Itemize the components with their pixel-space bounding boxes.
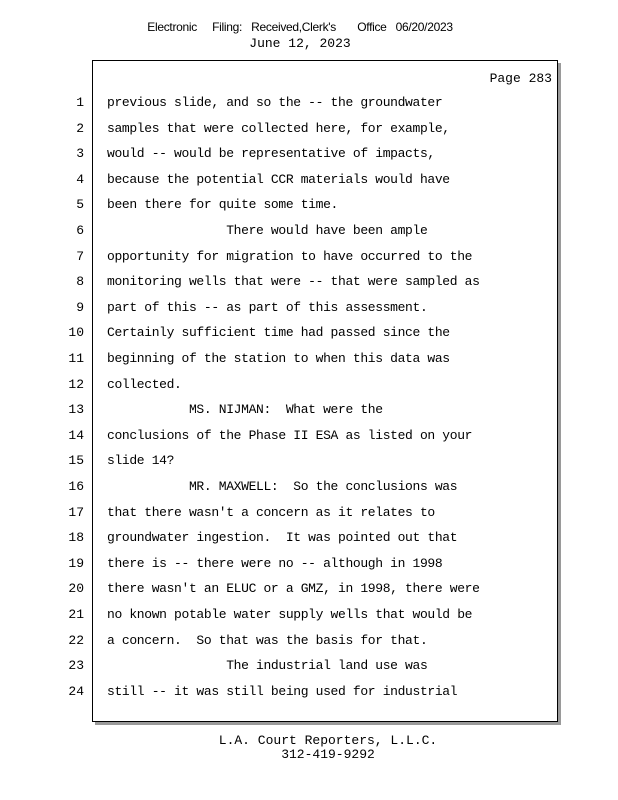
transcript-line-text: monitoring wells that were -- that were sampled as (107, 274, 480, 289)
transcript-line-text: There would have been ample (107, 223, 428, 238)
transcript-line-text: samples that were collected here, for example, (107, 121, 450, 136)
transcript-line-text: groundwater ingestion. It was pointed out that (107, 530, 458, 545)
line-number: 5 (76, 197, 84, 212)
transcript-line-text: that there wasn't a concern as it relates to (107, 505, 435, 520)
line-number: 15 (68, 453, 84, 468)
line-number: 4 (76, 172, 84, 187)
transcript-line-text: conclusions of the Phase II ESA as listed on your (107, 428, 473, 443)
line-number: 13 (68, 402, 84, 417)
line-number: 23 (68, 658, 84, 673)
transcript-date: June 12, 2023 (249, 36, 351, 51)
transcript-line-text: because the potential CCR materials would have (107, 172, 450, 187)
filing-stamp: Electronic Filing: Received,Clerk's Office 06/20/2023 (147, 20, 453, 34)
transcript-line-text: previous slide, and so the -- the groundwater (107, 95, 443, 110)
line-number: 14 (68, 428, 84, 443)
reporter-company: L.A. Court Reporters, L.L.C. (218, 733, 438, 748)
reporter-phone: 312-419-9292 (281, 747, 375, 762)
transcript-line-text: slide 14? (107, 453, 175, 468)
transcript-line-text: a concern. So that was the basis for that. (107, 633, 428, 648)
line-number: 22 (68, 633, 84, 648)
transcript-line-text: been there for quite some time. (107, 197, 338, 212)
line-number: 18 (68, 530, 84, 545)
transcript-line-text: Certainly sufficient time had passed since the (107, 325, 450, 340)
line-number: 12 (68, 377, 84, 392)
line-number: 10 (68, 325, 84, 340)
line-number: 2 (76, 121, 84, 136)
line-number: 16 (68, 479, 84, 494)
line-number: 20 (68, 581, 84, 596)
line-number: 6 (76, 223, 84, 238)
transcript-line-text: would -- would be representative of impacts, (107, 146, 435, 161)
line-number: 21 (68, 607, 84, 622)
line-number: 3 (76, 146, 84, 161)
transcript-line-text: opportunity for migration to have occurred to the (107, 249, 473, 264)
transcript-line-text: beginning of the station to when this data was (107, 351, 450, 366)
transcript-line-text: MR. MAXWELL: So the conclusions was (107, 479, 458, 494)
transcript-line-text: part of this -- as part of this assessment. (107, 300, 428, 315)
line-number: 8 (76, 274, 84, 289)
transcript-line-text: collected. (107, 377, 182, 392)
line-number: 24 (68, 684, 84, 699)
transcript-line-text: still -- it was still being used for industrial (107, 684, 458, 699)
transcript-line-text: The industrial land use was (107, 658, 428, 673)
line-number: 11 (68, 351, 84, 366)
line-number: 7 (76, 249, 84, 264)
line-number: 1 (76, 95, 84, 110)
page-number: Page 283 (489, 71, 552, 86)
transcript-line-text: MS. NIJMAN: What were the (107, 402, 383, 417)
transcript-line-text: no known potable water supply wells that would be (107, 607, 473, 622)
transcript-line-text: there is -- there were no -- although in 1998 (107, 556, 443, 571)
line-number: 9 (76, 300, 84, 315)
transcript-line-text: there wasn't an ELUC or a GMZ, in 1998, there were (107, 581, 480, 596)
line-number: 19 (68, 556, 84, 571)
line-number: 17 (68, 505, 84, 520)
